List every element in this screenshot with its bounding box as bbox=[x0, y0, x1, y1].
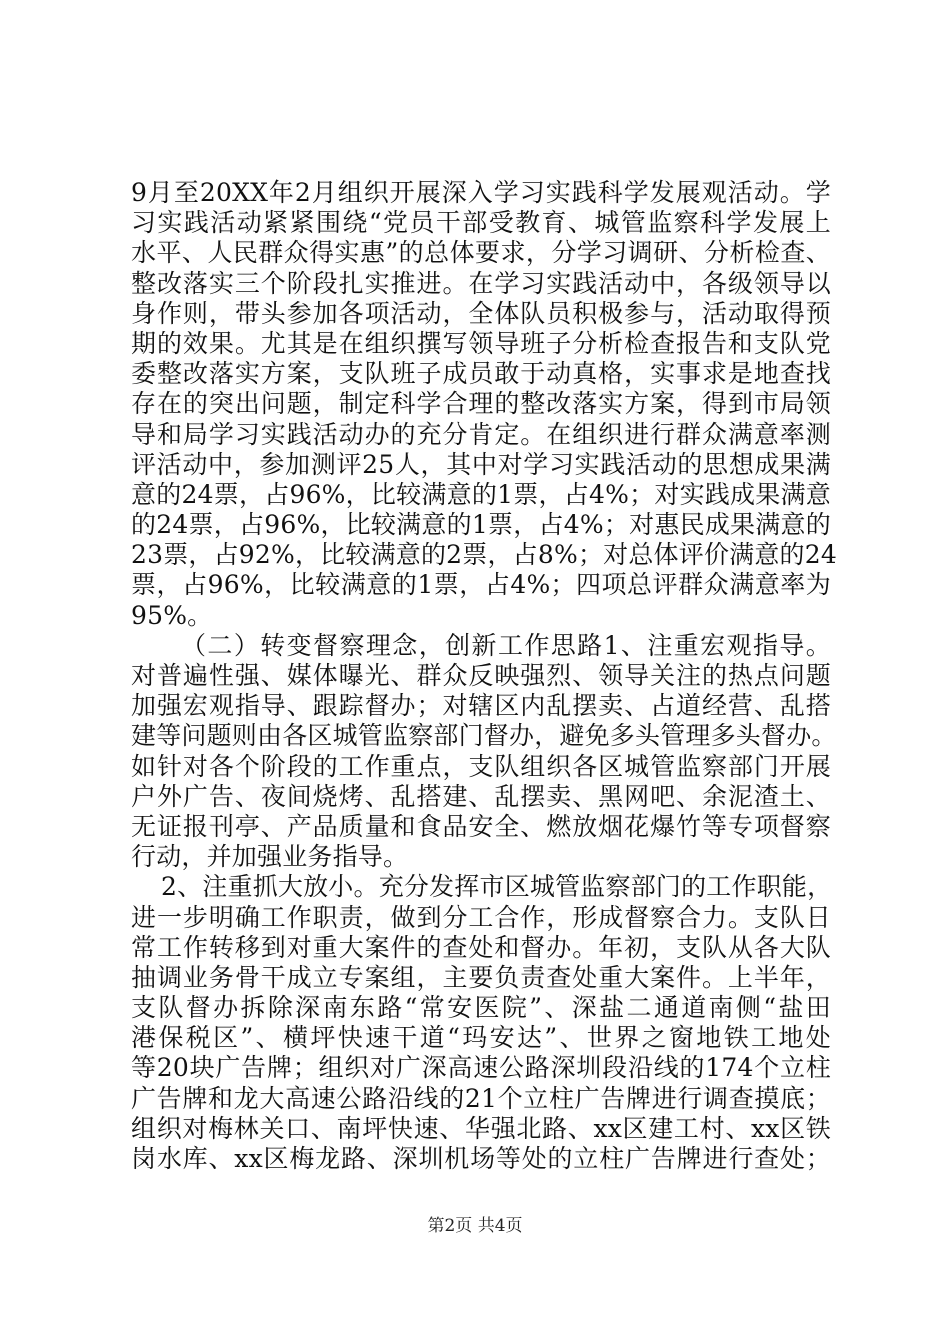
text-line: 导和局学习实践活动办的充分肯定。在组织进行群众满意率测 bbox=[131, 419, 831, 449]
text-line: 如针对各个阶段的工作重点，支队组织各区城管监察部门开展 bbox=[131, 751, 831, 781]
text-line: 整改落实三个阶段扎实推进。在学习实践活动中，各级领导以 bbox=[131, 268, 831, 298]
text-line: 身作则，带头参加各项活动，全体队员积极参与，活动取得预 bbox=[131, 298, 831, 328]
text-line: 行动，并加强业务指导。 bbox=[131, 842, 409, 872]
document-body bbox=[131, 178, 837, 1174]
text-line: 加强宏观指导、跟踪督办；对辖区内乱摆卖、占道经营、乱搭 bbox=[131, 691, 831, 721]
text-line: 组织对梅林关口、南坪快速、华强北路、xx区建工村、xx区铁 bbox=[131, 1113, 831, 1143]
text-line: 票，占96%，比较满意的1票，占4%；四项总评群众满意率为 bbox=[131, 570, 831, 600]
text-line: 9月至20XX年2月组织开展深入学习实践科学发展观活动。学 bbox=[131, 178, 831, 207]
text-line: 水平、人民群众得实惠”的总体要求，分学习调研、分析检查、 bbox=[131, 238, 831, 268]
text-line: 支队督办拆除深南东路“常安医院”、深盐二通道南侧“盐田 bbox=[131, 993, 831, 1023]
page-number-footer: 第2页 共4页 bbox=[427, 1216, 523, 1236]
text-line: 对普遍性强、媒体曝光、群众反映强烈、领导关注的热点问题 bbox=[131, 661, 831, 690]
text-line: 委整改落实方案，支队班子成员敢于动真格，实事求是地查找 bbox=[131, 359, 831, 389]
text-line: 存在的突出问题，制定科学合理的整改落实方案，得到市局领 bbox=[131, 389, 831, 419]
text-line: 23票，占92%，比较满意的2票，占8%；对总体评价满意的24 bbox=[131, 540, 837, 570]
text-line: 港保税区”、横坪快速干道“玛安达”、世界之窗地铁工地处 bbox=[131, 1023, 831, 1053]
text-line: 抽调业务骨干成立专案组，主要负责查处重大案件。上半年， bbox=[131, 962, 831, 992]
text-line: 的24票，占96%，比较满意的1票，占4%；对惠民成果满意的 bbox=[131, 510, 831, 540]
section-heading-line: （二）转变督察理念，创新工作思路1、注重宏观指导。 bbox=[181, 630, 831, 660]
text-line: 岗水库、xx区梅龙路、深圳机场等处的立柱广告牌进行查处； bbox=[131, 1144, 831, 1173]
text-line: 意的24票，占96%，比较满意的1票，占4%；对实践成果满意 bbox=[131, 479, 831, 509]
text-line: 评活动中，参加测评25人，其中对学习实践活动的思想成果满 bbox=[131, 449, 831, 479]
text-line: 等20块广告牌；组织对广深高速公路深圳段沿线的174个立柱 bbox=[131, 1053, 831, 1083]
text-line: 进一步明确工作职责，做到分工合作，形成督察合力。支队日 bbox=[131, 902, 831, 932]
text-line: 户外广告、夜间烧烤、乱搭建、乱摆卖、黑网吧、余泥渣土、 bbox=[131, 781, 831, 811]
text-line: 2、注重抓大放小。充分发挥市区城管监察部门的工作职能， bbox=[161, 872, 833, 902]
text-line: 95%。 bbox=[131, 600, 213, 630]
text-line: 广告牌和龙大高速公路沿线的21个立柱广告牌进行调查摸底； bbox=[131, 1083, 831, 1113]
text-line: 期的效果。尤其是在组织撰写领导班子分析检查报告和支队党 bbox=[131, 328, 831, 358]
text-line: 建等问题则由各区城管监察部门督办，避免多头管理多头督办。 bbox=[131, 721, 837, 751]
text-line: 无证报刊亭、产品质量和食品安全、燃放烟花爆竹等专项督察 bbox=[131, 811, 831, 841]
text-line: 习实践活动紧紧围绕“党员干部受教育、城管监察科学发展上 bbox=[131, 208, 831, 238]
text-line: 常工作转移到对重大案件的查处和督办。年初，支队从各大队 bbox=[131, 932, 831, 962]
